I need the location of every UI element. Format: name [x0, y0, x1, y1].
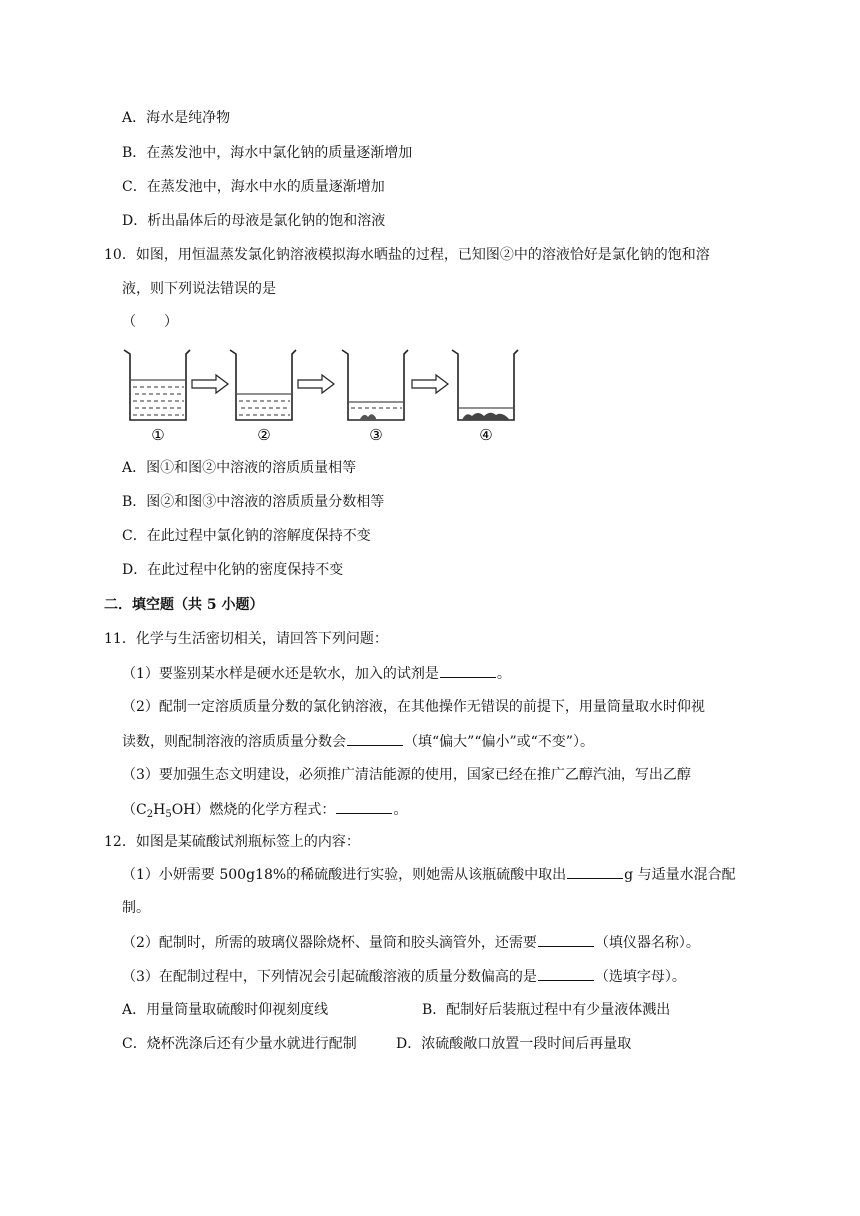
q9-option-a: A．海水是纯净物 [122, 110, 231, 126]
answer-blank[interactable] [538, 932, 594, 947]
q10-option-d: D．在此过程中化钠的密度保持不变 [122, 562, 344, 578]
figure-label-4: ④ [479, 426, 493, 444]
q11-part1 [122, 663, 511, 684]
q12-stem: 12．如图是某硫酸试剂瓶标签上的内容： [104, 834, 360, 850]
answer-blank[interactable] [567, 864, 623, 879]
figure-label-2: ② [257, 426, 271, 444]
q10-option-c: C．在此过程中氯化钠的溶解度保持不变 [122, 528, 371, 544]
q9-option-d: D．析出晶体后的母液是氯化钠的饱和溶液 [122, 213, 386, 229]
answer-blank[interactable] [347, 731, 403, 746]
q12-part2 [122, 932, 700, 953]
formula-part: （C [122, 802, 147, 818]
q12-part1-line2: 制。 [122, 900, 150, 916]
q12-part1-unit: g 与适量水混合配 [624, 867, 736, 883]
figure-label-1: ① [151, 426, 165, 444]
q12-part3-end: （选填字母）。 [594, 969, 686, 985]
q11-part2-line2 [122, 731, 594, 752]
q12-option-d: D．浓硫酸敞口放置一段时间后再量取 [396, 1036, 632, 1052]
formula-subscript: 5 [165, 809, 172, 820]
q11-part1-end: 。 [496, 666, 511, 682]
beaker-4 [452, 350, 518, 420]
q12-option-c: C．烧杯洗涤后还有少量水就进行配制 [122, 1036, 357, 1052]
q12-part2-end: （填仪器名称）。 [594, 935, 700, 951]
q12-option-b: B．配制好后装瓶过程中有少量液体溅出 [422, 1002, 671, 1018]
q12-part3 [122, 966, 686, 987]
q12-part3-text: （3）在配制过程中，下列情况会引起硫酸溶液的质量分数偏高的是 [122, 969, 537, 985]
q12-option-a: A．用量筒量取硫酸时仰视刻度线 [122, 1002, 329, 1018]
q11-stem: 11．化学与生活密切相关，请回答下列问题： [104, 631, 388, 647]
q10-stem-line1: 10．如图，用恒温蒸发氯化钠溶液模拟海水晒盐的过程，已知图②中的溶液恰好是氯化钠的饱和溶 [104, 247, 710, 263]
formula-subscript: 2 [146, 809, 154, 820]
q11-part3-line2 [122, 799, 407, 820]
beaker-evaporation-figure [120, 344, 520, 444]
q10-stem-line2: 液，则下列说法错误的是 [122, 281, 276, 297]
beaker-1 [124, 350, 190, 420]
q11-part3-line1: （3）要加强生态文明建设，必须推广清洁能源的使用，国家已经在推广乙醇汽油，写出乙醇 [122, 767, 691, 783]
q11-part3-end: 。 [393, 802, 408, 818]
q11-part2-text: 读数，则配制溶液的溶质质量分数会 [122, 734, 346, 750]
q11-part3-text: OH）燃烧的化学方程式： [171, 802, 336, 818]
q11-part2-line1: （2）配制一定溶质质量分数的氯化钠溶液，在其他操作无错误的前提下，用量筒量取水时仰视 [122, 699, 705, 715]
formula-part: H [153, 802, 166, 818]
q10-answer-paren: （ ） [122, 314, 178, 330]
beaker-3 [342, 350, 408, 420]
q9-option-c: C．在蒸发池中，海水中水的质量逐渐增加 [122, 179, 385, 195]
q11-part2-end: （填“偏大”“偏小”或“不变”）。 [404, 734, 594, 750]
beaker-2 [230, 350, 296, 420]
arrow-icon [192, 375, 228, 393]
q11-part1-text: （1）要鉴别某水样是硬水还是软水，加入的试剂是 [122, 666, 439, 682]
q12-part1-line1 [122, 864, 736, 885]
q12-part2-text: （2）配制时，所需的玻璃仪器除烧杯、量筒和胶头滴管外，还需要 [122, 935, 537, 951]
q9-option-b: B．在蒸发池中，海水中氯化钠的质量逐渐增加 [122, 145, 413, 161]
q12-part1-text: （1）小妍需要 500g18%的稀硫酸进行实验，则她需从该瓶硫酸中取出 [122, 867, 567, 883]
answer-blank[interactable] [538, 966, 594, 981]
q10-option-a: A．图①和图②中溶液的溶质质量相等 [122, 460, 357, 476]
answer-blank[interactable] [336, 799, 392, 814]
arrow-icon [412, 375, 448, 393]
arrow-icon [298, 375, 334, 393]
figure-label-3: ③ [369, 426, 383, 444]
answer-blank[interactable] [440, 663, 496, 678]
q10-option-b: B．图②和图③中溶液的溶质质量分数相等 [122, 494, 385, 510]
section-heading: 二．填空题（共 5 小题） [104, 597, 264, 613]
